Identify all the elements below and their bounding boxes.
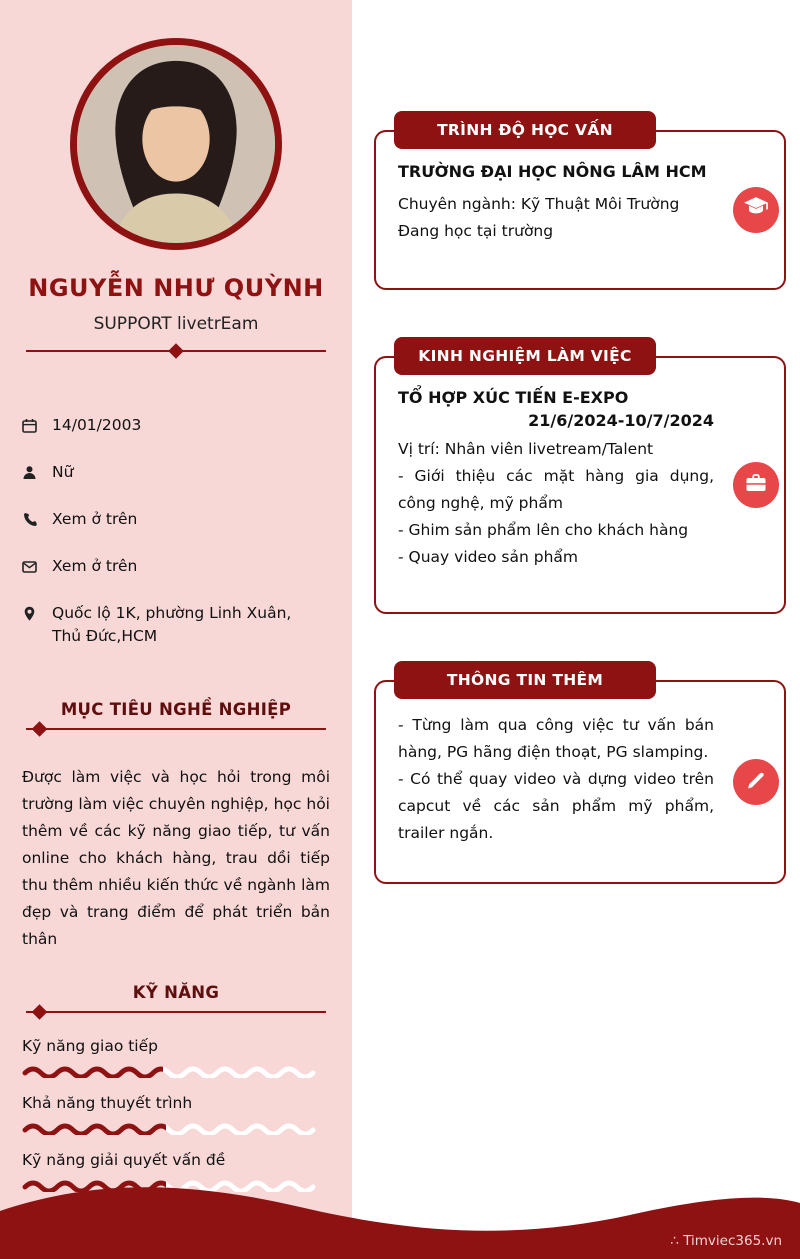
skill-label: Kỹ năng giải quyết vấn đề (22, 1151, 226, 1169)
additional-info-line: - Từng làm qua công việc tư vấn bán hàng, PG hãng điện thoạt, PG slamping. (398, 716, 714, 761)
additional-info-box (374, 680, 786, 884)
title-divider (26, 350, 326, 352)
experience-badge (733, 462, 779, 508)
skills-heading-line (26, 1011, 326, 1013)
skill-label: Khả năng thuyết trình (22, 1094, 193, 1112)
skill-item (22, 1037, 330, 1078)
additional-info-text (398, 712, 714, 847)
objective-section (0, 700, 352, 953)
experience-position: Vị trí: Nhân viên livetream/Talent (398, 440, 654, 458)
brand-watermark: ∴ Timviec365.vn (670, 1233, 782, 1249)
experience-bullet: - Quay video sản phẩm (398, 548, 578, 566)
briefcase-icon (744, 471, 768, 499)
additional-info-heading: THÔNG TIN THÊM (394, 661, 656, 699)
contact-phone-text: Xem ở trên (52, 510, 138, 528)
additional-info-section (374, 661, 786, 884)
education-status: Đang học tại trường (398, 222, 554, 240)
contact-birthday (22, 414, 332, 440)
contact-gender (22, 461, 332, 487)
objective-text: Được làm việc và học hỏi trong môi trường làm việc chuyên nghiệp, học hỏi thêm về các kỹ năng giao tiếp, tư vấn online cho khách hàng, trau dồi tiếp thu thêm nhiều kiến thức về ngành làm đẹp và trang điểm để phát triển bản thân (22, 768, 330, 948)
experience-section (374, 337, 786, 614)
diamond-ornament (32, 721, 48, 737)
education-section (374, 111, 786, 290)
skill-bar (22, 1121, 322, 1135)
experience-bullet: - Giới thiệu các mặt hàng gia dụng, công nghệ, mỹ phẩm (398, 467, 714, 512)
skill-bar-fill (22, 1121, 166, 1135)
experience-heading: KINH NGHIỆM LÀM VIỆC (394, 337, 656, 375)
contact-email (22, 555, 332, 581)
additional-info-line: - Có thể quay video và dựng video trên capcut về các sản phẩm mỹ phẩm, trailer ngắn. (398, 770, 714, 842)
main-column (374, 0, 786, 884)
education-major: Chuyên ngành: Kỹ Thuật Môi Trường (398, 195, 680, 213)
skill-label: Kỹ năng giao tiếp (22, 1037, 158, 1055)
objective-heading: MỤC TIÊU NGHỀ NGHIỆP (60, 700, 292, 719)
phone-icon (22, 511, 37, 534)
contact-birthday-text: 14/01/2003 (52, 416, 142, 434)
experience-box (374, 356, 786, 614)
skill-bar-fill (22, 1064, 163, 1078)
skill-item (22, 1094, 330, 1135)
skills-heading: KỸ NĂNG (132, 983, 220, 1002)
contact-phone (22, 508, 332, 534)
experience-period: 21/6/2024-10/7/2024 (528, 411, 714, 430)
contact-list (22, 414, 332, 648)
objective-heading-line (26, 728, 326, 730)
company-name: TỔ HỢP XÚC TIẾN E-EXPO (398, 388, 629, 407)
graduation-cap-icon (743, 196, 769, 224)
candidate-name: NGUYỄN NHƯ QUỲNH (28, 274, 324, 302)
location-icon (22, 605, 37, 628)
education-box (374, 130, 786, 290)
email-icon (22, 558, 37, 581)
diamond-ornament (168, 343, 184, 359)
school-name: TRƯỜNG ĐẠI HỌC NÔNG LÂM HCM (398, 162, 707, 181)
contact-address-text: Quốc lộ 1K, phường Linh Xuân, Thủ Đức,HCM (52, 604, 292, 645)
experience-bullet: - Ghim sản phẩm lên cho khách hàng (398, 521, 689, 539)
contact-email-text: Xem ở trên (52, 557, 138, 575)
experience-bullets (398, 463, 714, 571)
profile-photo-placeholder (77, 45, 275, 243)
contact-address (22, 602, 332, 648)
pen-icon (744, 768, 768, 796)
candidate-title: SUPPORT livetrEam (93, 314, 259, 334)
contact-gender-text: Nữ (52, 463, 74, 481)
education-heading: TRÌNH ĐỘ HỌC VẤN (394, 111, 656, 149)
diamond-ornament (32, 1004, 48, 1020)
profile-photo (70, 38, 282, 250)
calendar-icon (22, 417, 37, 440)
user-icon (22, 464, 37, 487)
education-badge (733, 187, 779, 233)
additional-info-badge (733, 759, 779, 805)
skill-bar (22, 1064, 322, 1078)
sidebar (0, 0, 352, 1259)
